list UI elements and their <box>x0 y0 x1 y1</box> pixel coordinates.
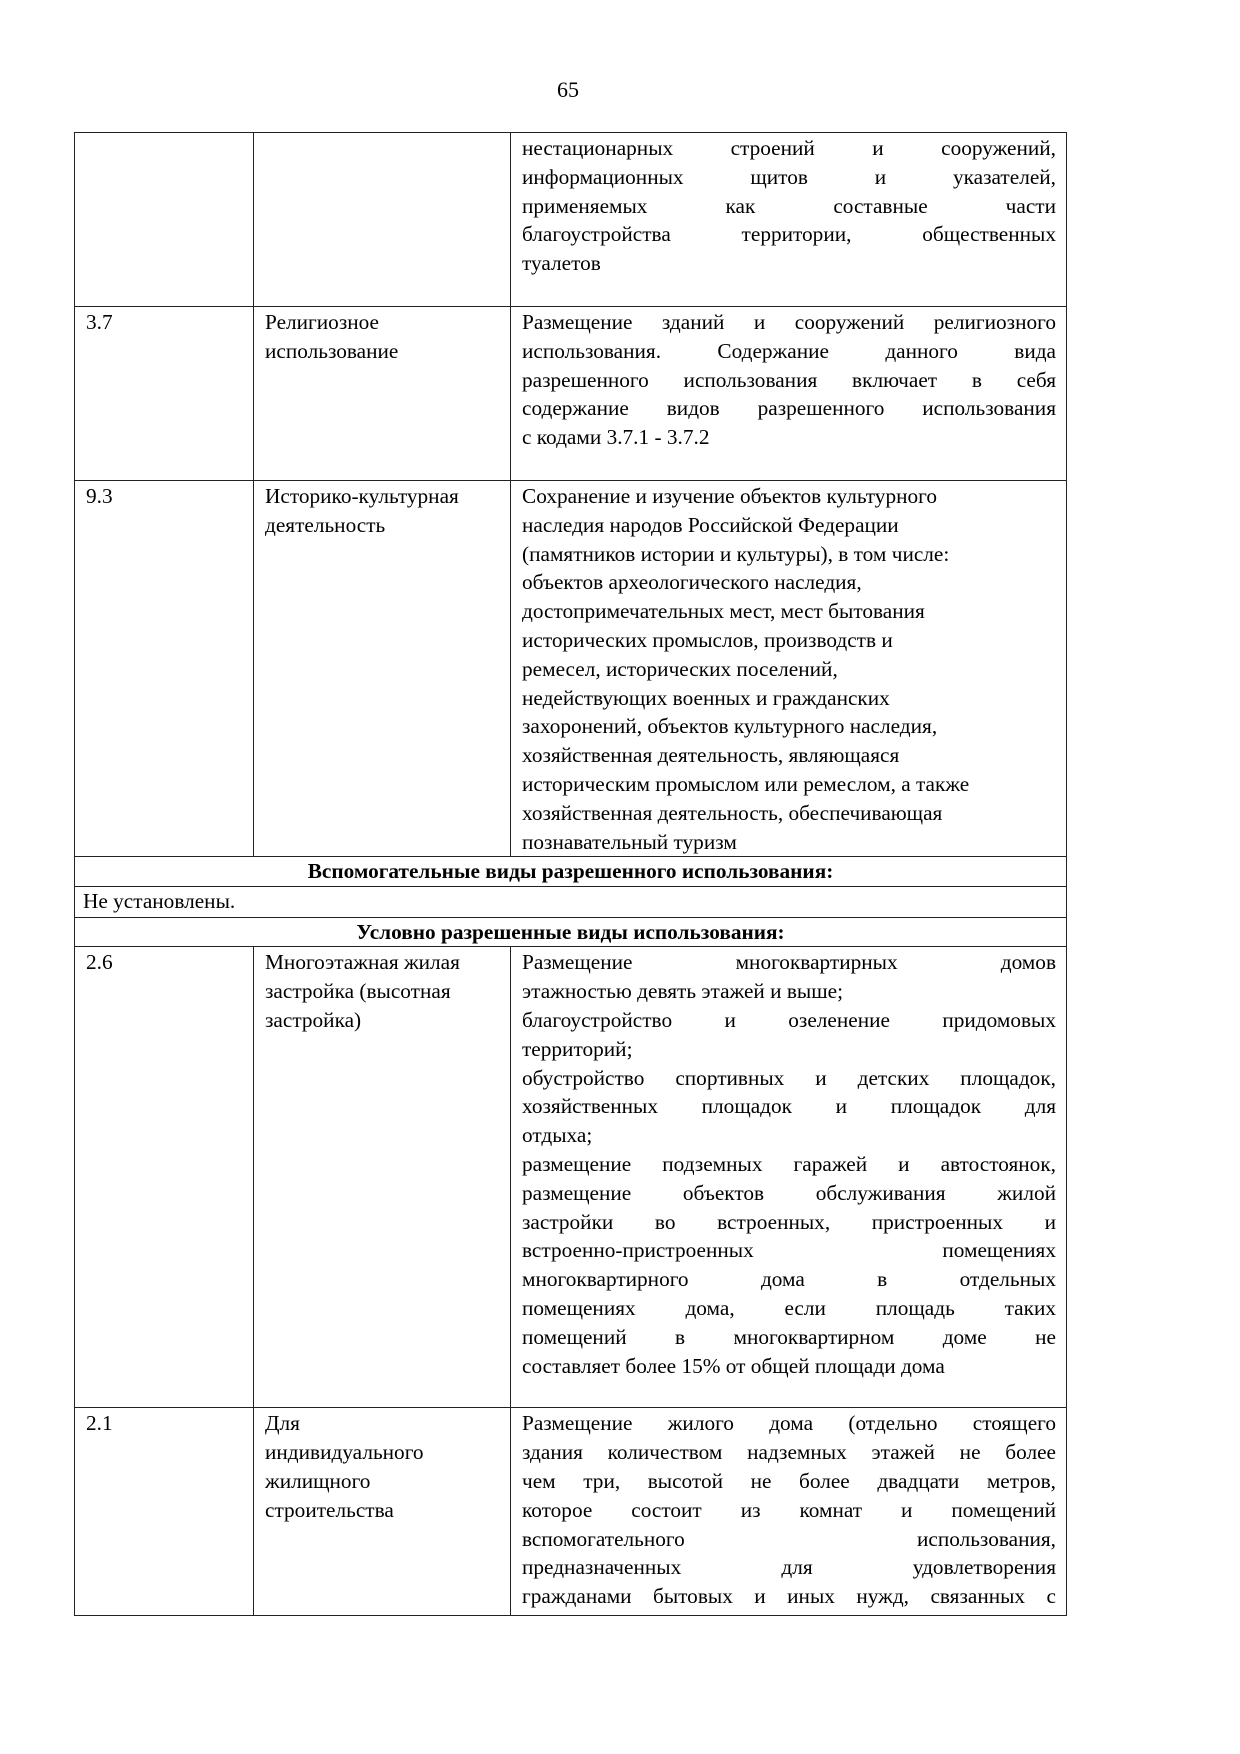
description-line: встроенно-пристроенных помещениях <box>522 1238 1056 1263</box>
description-line: вспомогательного использования, <box>522 1526 1056 1551</box>
use-name-cell <box>254 307 511 481</box>
description-line: Размещение жилого дома (отдельно стоящего <box>522 1411 1056 1436</box>
description-line: Размещение многоквартирных домов <box>522 950 1056 975</box>
use-code-cell <box>75 133 254 307</box>
description-line: хозяйственных площадок и площадок для <box>522 1094 1056 1119</box>
description-line: использования. Содержание данного вида <box>522 338 1056 363</box>
description-line: отдыха; <box>522 1123 593 1148</box>
use-code-cell: 3.7 <box>75 307 254 481</box>
use-name-line: индивидуального <box>265 1440 424 1465</box>
description-line: применяемых как составные части <box>522 193 1056 218</box>
description-line: содержание видов разрешенного использования <box>522 396 1056 421</box>
auxiliary-section-heading: Вспомогательные виды разрешенного использования: <box>75 857 1067 887</box>
table-row <box>75 947 1067 1408</box>
use-code-cell: 9.3 <box>75 481 254 857</box>
use-description-cell <box>511 1408 1067 1616</box>
description-line: (памятников истории и культуры), в том числе: <box>522 541 950 566</box>
page-number: 65 <box>557 77 579 102</box>
description-line: обустройство спортивных и детских площадок, <box>522 1065 1056 1090</box>
use-name-cell <box>254 1408 511 1616</box>
use-name-cell <box>254 481 511 857</box>
description-line: ремесел, исторических поселений, <box>522 656 838 681</box>
description-line: с кодами 3.7.1 - 3.7.2 <box>522 425 710 450</box>
description-line: туалетов <box>522 251 601 276</box>
use-name-line: застройка) <box>265 1007 362 1032</box>
description-line: помещений в многоквартирном доме не <box>522 1324 1056 1349</box>
description-line: благоустройство и озеленение придомовых <box>522 1007 1056 1032</box>
description-line: наследия народов Российской Федерации <box>522 512 899 537</box>
description-line: размещение объектов обслуживания жилой <box>522 1180 1056 1205</box>
description-line: благоустройства территории, общественных <box>522 222 1056 247</box>
section-heading-row <box>75 857 1067 887</box>
description-line: достопримечательных мест, мест бытования <box>522 599 925 624</box>
description-line: историческим промыслом или ремеслом, а также <box>522 771 970 796</box>
use-name-line: использование <box>265 338 399 363</box>
description-line: многоквартирного дома в отдельных <box>522 1267 1056 1292</box>
use-code-cell: 2.1 <box>75 1408 254 1616</box>
description-line: нестационарных строений и сооружений, <box>522 136 1056 160</box>
description-line: здания количеством надземных этажей не более <box>522 1440 1056 1465</box>
land-use-table <box>74 132 1067 1616</box>
description-line: Сохранение и изучение объектов культурного <box>522 484 938 508</box>
description-line: разрешенного использования включает в себя <box>522 367 1056 392</box>
use-description-cell <box>511 307 1067 481</box>
description-line: захоронений, объектов культурного наследия, <box>522 714 938 739</box>
table-row <box>75 133 1067 307</box>
use-name-cell <box>254 133 511 307</box>
use-name-line: жилищного <box>265 1468 371 1493</box>
use-code-cell: 2.6 <box>75 947 254 1408</box>
description-line: составляет более 15% от общей площади дома <box>522 1353 945 1378</box>
use-name-line: Историко-культурная <box>265 484 459 508</box>
description-line: гражданами бытовых и иных нужд, связанных с <box>522 1584 1056 1609</box>
description-line: территорий; <box>522 1036 633 1061</box>
description-line: размещение подземных гаражей и автостоянок, <box>522 1151 1056 1176</box>
description-line: хозяйственная деятельность, обеспечивающая <box>522 800 943 825</box>
section-value-row <box>75 887 1067 918</box>
use-name-line: застройка (высотная <box>265 979 451 1004</box>
use-name-line: Религиозное <box>265 310 379 334</box>
use-description-cell <box>511 947 1067 1408</box>
auxiliary-section-value: Не установлены. <box>75 887 1067 918</box>
description-line: предназначенных для удовлетворения <box>522 1555 1056 1580</box>
table-row <box>75 1408 1067 1616</box>
conditional-section-heading: Условно разрешенные виды использования: <box>75 918 1067 947</box>
description-line: информационных щитов и указателей, <box>522 164 1056 189</box>
use-name-line: Многоэтажная жилая <box>265 950 460 975</box>
description-line: застройки во встроенных, пристроенных и <box>522 1209 1056 1234</box>
description-line: исторических промыслов, производств и <box>522 627 893 652</box>
description-line: чем три, высотой не более двадцати метров, <box>522 1468 1056 1493</box>
description-line: которое состоит из комнат и помещений <box>522 1497 1056 1522</box>
description-line: познавательный туризм <box>522 829 737 854</box>
table-row <box>75 307 1067 481</box>
description-line: этажностью девять этажей и выше; <box>522 979 843 1004</box>
description-line: хозяйственная деятельность, являющаяся <box>522 743 900 768</box>
description-line: Размещение зданий и сооружений религиозного <box>522 310 1056 334</box>
table-row <box>75 481 1067 857</box>
use-name-line: строительства <box>265 1497 394 1522</box>
section-heading-row <box>75 918 1067 947</box>
description-line: недействующих военных и гражданских <box>522 685 890 710</box>
description-line: объектов археологического наследия, <box>522 570 862 595</box>
use-name-line: Для <box>265 1411 300 1436</box>
use-name-cell <box>254 947 511 1408</box>
use-description-cell <box>511 133 1067 307</box>
use-description-cell <box>511 481 1067 857</box>
description-line: помещениях дома, если площадь таких <box>522 1295 1056 1320</box>
use-name-line: деятельность <box>265 512 386 537</box>
